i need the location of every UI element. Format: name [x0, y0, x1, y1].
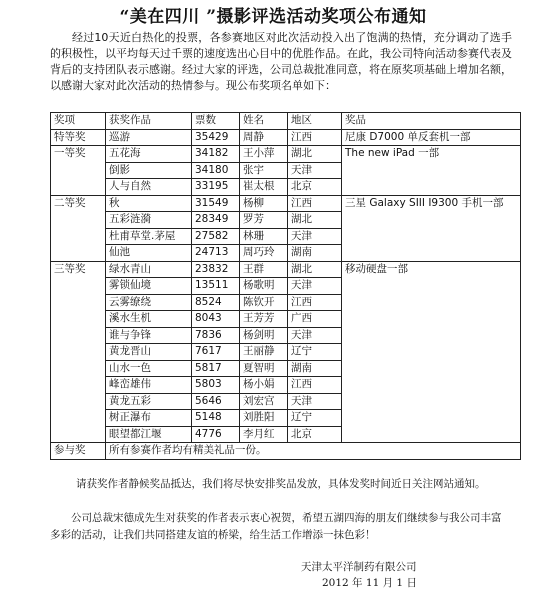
table-cell: 湖南 — [288, 360, 342, 377]
table-row — [51, 228, 521, 245]
table-cell: 8524 — [192, 294, 240, 311]
prize-cell — [342, 228, 521, 245]
table-cell: 江西 — [288, 377, 342, 394]
table-row — [51, 261, 521, 278]
table-cell: 江西 — [288, 294, 342, 311]
table-cell: 5803 — [192, 377, 240, 394]
table-cell: 夏智明 — [240, 360, 288, 377]
table-cell: 湖北 — [288, 212, 342, 229]
table-row — [51, 212, 521, 229]
table-cell: 江西 — [288, 195, 342, 212]
table-header-cell: 地区 — [288, 113, 342, 130]
table-cell: 28349 — [192, 212, 240, 229]
table-cell: 陈钦开 — [240, 294, 288, 311]
award-level-cell — [51, 179, 106, 196]
table-row — [51, 195, 521, 212]
award-level-cell — [51, 393, 106, 410]
table-header-cell: 奖项 — [51, 113, 106, 130]
table-cell: 辽宁 — [288, 410, 342, 427]
table-cell: 人与自然 — [106, 179, 192, 196]
table-cell: 仙池 — [106, 245, 192, 262]
participation-text-cell: 所有参赛作者均有精美礼品一份。 — [106, 443, 521, 460]
prize-cell — [342, 426, 521, 443]
table-cell: 天津 — [288, 162, 342, 179]
prize-cell: 三星 Galaxy SIII I9300 手机一部 — [342, 195, 521, 212]
table-cell: 崔太根 — [240, 179, 288, 196]
prize-cell — [342, 344, 521, 361]
table-row — [51, 311, 521, 328]
table-cell: 33195 — [192, 179, 240, 196]
table-cell: 杨小娟 — [240, 377, 288, 394]
prize-cell: 移动硬盘一部 — [342, 261, 521, 278]
award-level-cell — [51, 410, 106, 427]
table-cell: 周巧玲 — [240, 245, 288, 262]
table-row — [51, 179, 521, 196]
table-cell: 34182 — [192, 146, 240, 163]
table-cell: 13511 — [192, 278, 240, 295]
table-row — [51, 410, 521, 427]
table-row — [51, 344, 521, 361]
award-level-cell: 二等奖 — [51, 195, 106, 212]
table-cell: 张宇 — [240, 162, 288, 179]
prize-cell — [342, 212, 521, 229]
award-level-cell — [51, 426, 106, 443]
table-cell: 杜甫草堂.茅屋 — [106, 228, 192, 245]
table-cell: 北京 — [288, 426, 342, 443]
table-cell: 云雾缭绕 — [106, 294, 192, 311]
award-level-cell: 参与奖 — [51, 443, 106, 460]
table-cell: 35429 — [192, 129, 240, 146]
congratulation-paragraph: 公司总裁宋德成先生对获奖的作者表示衷心祝贺，希望五湖四海的朋友们继续参与我公司丰富多彩的活动，让我们共同搭建友谊的桥梁，给生活工作增添一抹色彩！ — [50, 512, 502, 541]
award-level-cell: 三等奖 — [51, 261, 106, 278]
award-level-cell — [51, 311, 106, 328]
prize-cell — [342, 410, 521, 427]
table-cell: 湖南 — [288, 245, 342, 262]
awards-table — [50, 112, 521, 460]
table-cell: 杨歌明 — [240, 278, 288, 295]
table-cell: 雾锁仙境 — [106, 278, 192, 295]
prize-cell — [342, 311, 521, 328]
table-cell: 7836 — [192, 327, 240, 344]
table-cell: 辽宁 — [288, 344, 342, 361]
table-cell: 黄龙五彩 — [106, 393, 192, 410]
prize-cell — [342, 393, 521, 410]
table-cell: 31549 — [192, 195, 240, 212]
award-level-cell — [51, 327, 106, 344]
table-cell: 广西 — [288, 311, 342, 328]
table-row — [51, 426, 521, 443]
prize-cell — [342, 327, 521, 344]
award-level-cell — [51, 294, 106, 311]
table-header-cell: 奖品 — [342, 113, 521, 130]
table-row — [51, 294, 521, 311]
table-row — [51, 245, 521, 262]
company-signature: 天津太平洋制药有限公司 — [301, 561, 417, 573]
table-cell: 山水一色 — [106, 360, 192, 377]
prize-cell — [342, 179, 521, 196]
table-cell: 秋 — [106, 195, 192, 212]
table-cell: 5817 — [192, 360, 240, 377]
award-level-cell — [51, 344, 106, 361]
table-header-cell: 姓名 — [240, 113, 288, 130]
notice-title: “美在四川 ”摄影评选活动奖项公布通知 — [119, 7, 427, 27]
table-row — [51, 327, 521, 344]
award-level-cell — [51, 377, 106, 394]
notice-date: 2012 年 11 月 1 日 — [322, 577, 417, 589]
table-cell: 天津 — [288, 327, 342, 344]
table-cell: 罗芳 — [240, 212, 288, 229]
award-level-cell — [51, 228, 106, 245]
award-level-cell — [51, 278, 106, 295]
table-header-row — [51, 113, 521, 130]
table-cell: 巡游 — [106, 129, 192, 146]
prize-cell — [342, 294, 521, 311]
prize-cell — [342, 162, 521, 179]
table-header-cell: 获奖作品 — [106, 113, 192, 130]
table-cell: 江西 — [288, 129, 342, 146]
award-level-cell: 一等奖 — [51, 146, 106, 163]
table-cell: 北京 — [288, 179, 342, 196]
table-cell: 杨剑明 — [240, 327, 288, 344]
award-level-cell — [51, 162, 106, 179]
table-cell: 23832 — [192, 261, 240, 278]
table-cell: 8043 — [192, 311, 240, 328]
table-row — [51, 129, 521, 146]
table-cell: 5148 — [192, 410, 240, 427]
prize-cell: The new iPad 一部 — [342, 146, 521, 163]
table-cell: 刘胜阳 — [240, 410, 288, 427]
award-level-cell — [51, 360, 106, 377]
table-cell: 眼望都江堰 — [106, 426, 192, 443]
table-cell: 王芳芳 — [240, 311, 288, 328]
table-cell: 王小萍 — [240, 146, 288, 163]
table-cell: 倒影 — [106, 162, 192, 179]
table-cell: 5646 — [192, 393, 240, 410]
table-cell: 27582 — [192, 228, 240, 245]
prize-cell — [342, 360, 521, 377]
table-row — [51, 278, 521, 295]
award-level-cell — [51, 212, 106, 229]
table-row — [51, 377, 521, 394]
table-cell: 周静 — [240, 129, 288, 146]
table-cell: 黄龙晋山 — [106, 344, 192, 361]
prize-cell — [342, 278, 521, 295]
table-row-participation — [51, 443, 521, 460]
table-cell: 绿水青山 — [106, 261, 192, 278]
table-cell: 峰峦雄伟 — [106, 377, 192, 394]
table-cell: 刘宏宫 — [240, 393, 288, 410]
table-cell: 谁与争锋 — [106, 327, 192, 344]
table-cell: 7617 — [192, 344, 240, 361]
table-cell: 树正瀑布 — [106, 410, 192, 427]
table-cell: 杨柳 — [240, 195, 288, 212]
table-cell: 24713 — [192, 245, 240, 262]
table-cell: 五彩涟漪 — [106, 212, 192, 229]
award-level-cell: 特等奖 — [51, 129, 106, 146]
table-cell: 4776 — [192, 426, 240, 443]
table-cell: 湖北 — [288, 261, 342, 278]
table-cell: 林珊 — [240, 228, 288, 245]
table-cell: 溪水生机 — [106, 311, 192, 328]
table-row — [51, 162, 521, 179]
prize-cell — [342, 245, 521, 262]
table-row — [51, 360, 521, 377]
delivery-note: 请获奖作者静候奖品抵达，我们将尽快安排奖品发放，具体发奖时间近日关注网站通知。 — [76, 478, 486, 490]
intro-paragraph: 经过10天近白热化的投票，各参赛地区对此次活动投入出了饱满的热情，充分调动了选手的积极性，以平均每天过千票的速度选出心目中的优胜作品。在此，我公司特向活动参赛代表及背后的支持团队表示感谢。经过大家的评选，公司总裁批准同意，将在原奖项基础上增加名额，以感谢大家对此次活动的热情参与。现公布奖项名单如下： — [50, 31, 512, 92]
table-cell: 34180 — [192, 162, 240, 179]
table-header-cell: 票数 — [192, 113, 240, 130]
table-cell: 五花海 — [106, 146, 192, 163]
table-cell: 李月红 — [240, 426, 288, 443]
table-row — [51, 146, 521, 163]
table-cell: 天津 — [288, 278, 342, 295]
table-cell: 王丽静 — [240, 344, 288, 361]
table-cell: 王群 — [240, 261, 288, 278]
table-row — [51, 393, 521, 410]
award-level-cell — [51, 245, 106, 262]
prize-cell: 尼康 D7000 单反套机一部 — [342, 129, 521, 146]
prize-cell — [342, 377, 521, 394]
table-cell: 天津 — [288, 393, 342, 410]
table-cell: 湖北 — [288, 146, 342, 163]
table-cell: 天津 — [288, 228, 342, 245]
